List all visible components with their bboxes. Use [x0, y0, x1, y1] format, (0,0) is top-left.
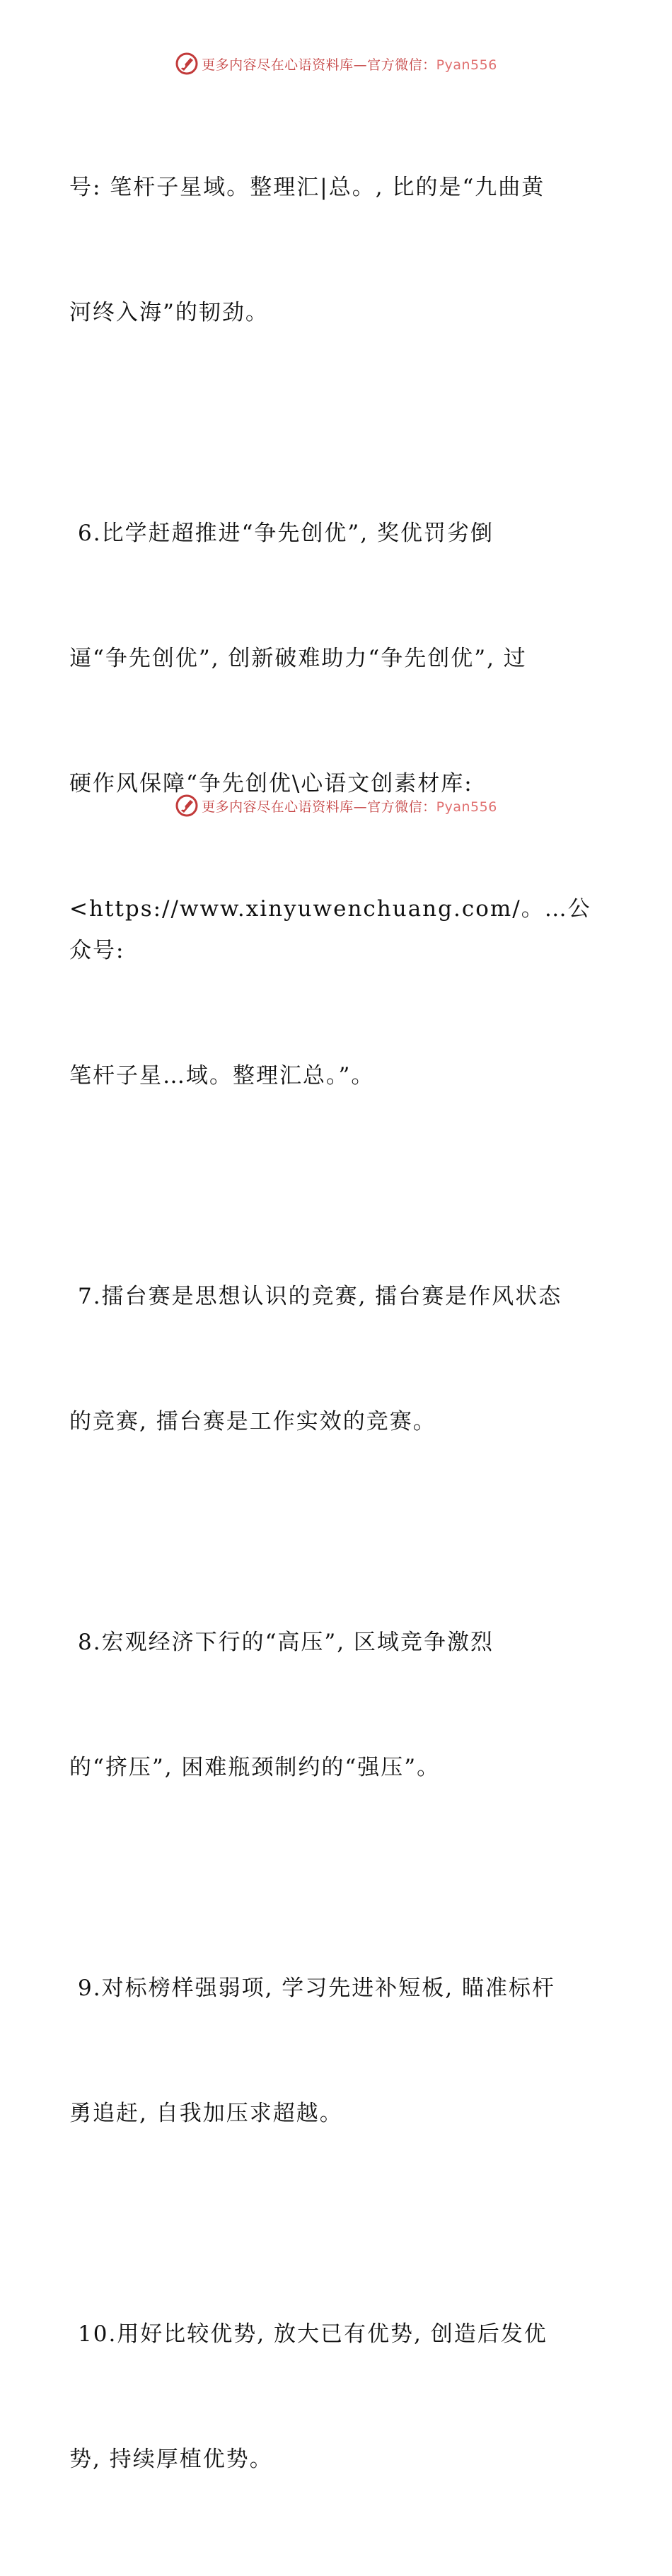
text-line: 7.擂台赛是思想认识的竞赛, 擂台赛是作风状态: [78, 1284, 562, 1309]
text-line: <https://www.xinyuwenchuang.com/。…公众号:: [69, 896, 591, 963]
wechat-id: Pyan556: [436, 799, 497, 815]
banner-text: 更多内容尽在心语资料库—官方微信：Pyan556: [202, 57, 497, 73]
paragraph: [69, 83, 607, 417]
text-line: 的“挤压”, 困难瓶颈制约的“强压”。: [69, 1755, 441, 1780]
footer-banner: [0, 791, 672, 820]
brush-logo-icon: [175, 52, 199, 76]
text-line: 硬作风保障“争先创优\心语文创素材库:: [69, 771, 473, 796]
brush-logo-icon: [175, 794, 199, 818]
text-line: 号: 笔杆子星域。整理汇|总。, 比的是“九曲黄: [69, 175, 545, 200]
text-line: 9.对标榜样强弱项, 学习先进补短板, 瞄准标杆: [78, 1975, 555, 2001]
text-line: 6.比学赶超推进“争先创优”, 奖优罚劣倒: [78, 521, 494, 546]
text-line: 笔杆子星…域。整理汇总。”。: [69, 1063, 375, 1089]
document-body: [69, 83, 607, 2576]
text-line: 的竞赛, 擂台赛是工作实效的竞赛。: [69, 1409, 436, 1434]
wechat-id: Pyan556: [436, 57, 497, 73]
text-line: 河终入海”的韧劲。: [69, 300, 269, 325]
paragraph: [69, 1193, 607, 1526]
paragraph: [69, 2230, 607, 2564]
paragraph: [69, 1884, 607, 2218]
text-line: 势, 持续厚植优势。: [69, 2447, 273, 2472]
text-line: 8.宏观经济下行的“高压”, 区域竞争激烈: [78, 1630, 494, 1655]
banner-text: 更多内容尽在心语资料库—官方微信：Pyan556: [202, 799, 497, 815]
paragraph: [69, 1538, 607, 1872]
text-line: 逼“争先创优”, 创新破难助力“争先创优”, 过: [69, 646, 527, 671]
text-line: 勇追赶, 自我加压求超越。: [69, 2101, 343, 2126]
header-banner: [0, 50, 672, 78]
text-line: 10.用好比较优势, 放大已有优势, 创造后发优: [78, 2321, 548, 2347]
